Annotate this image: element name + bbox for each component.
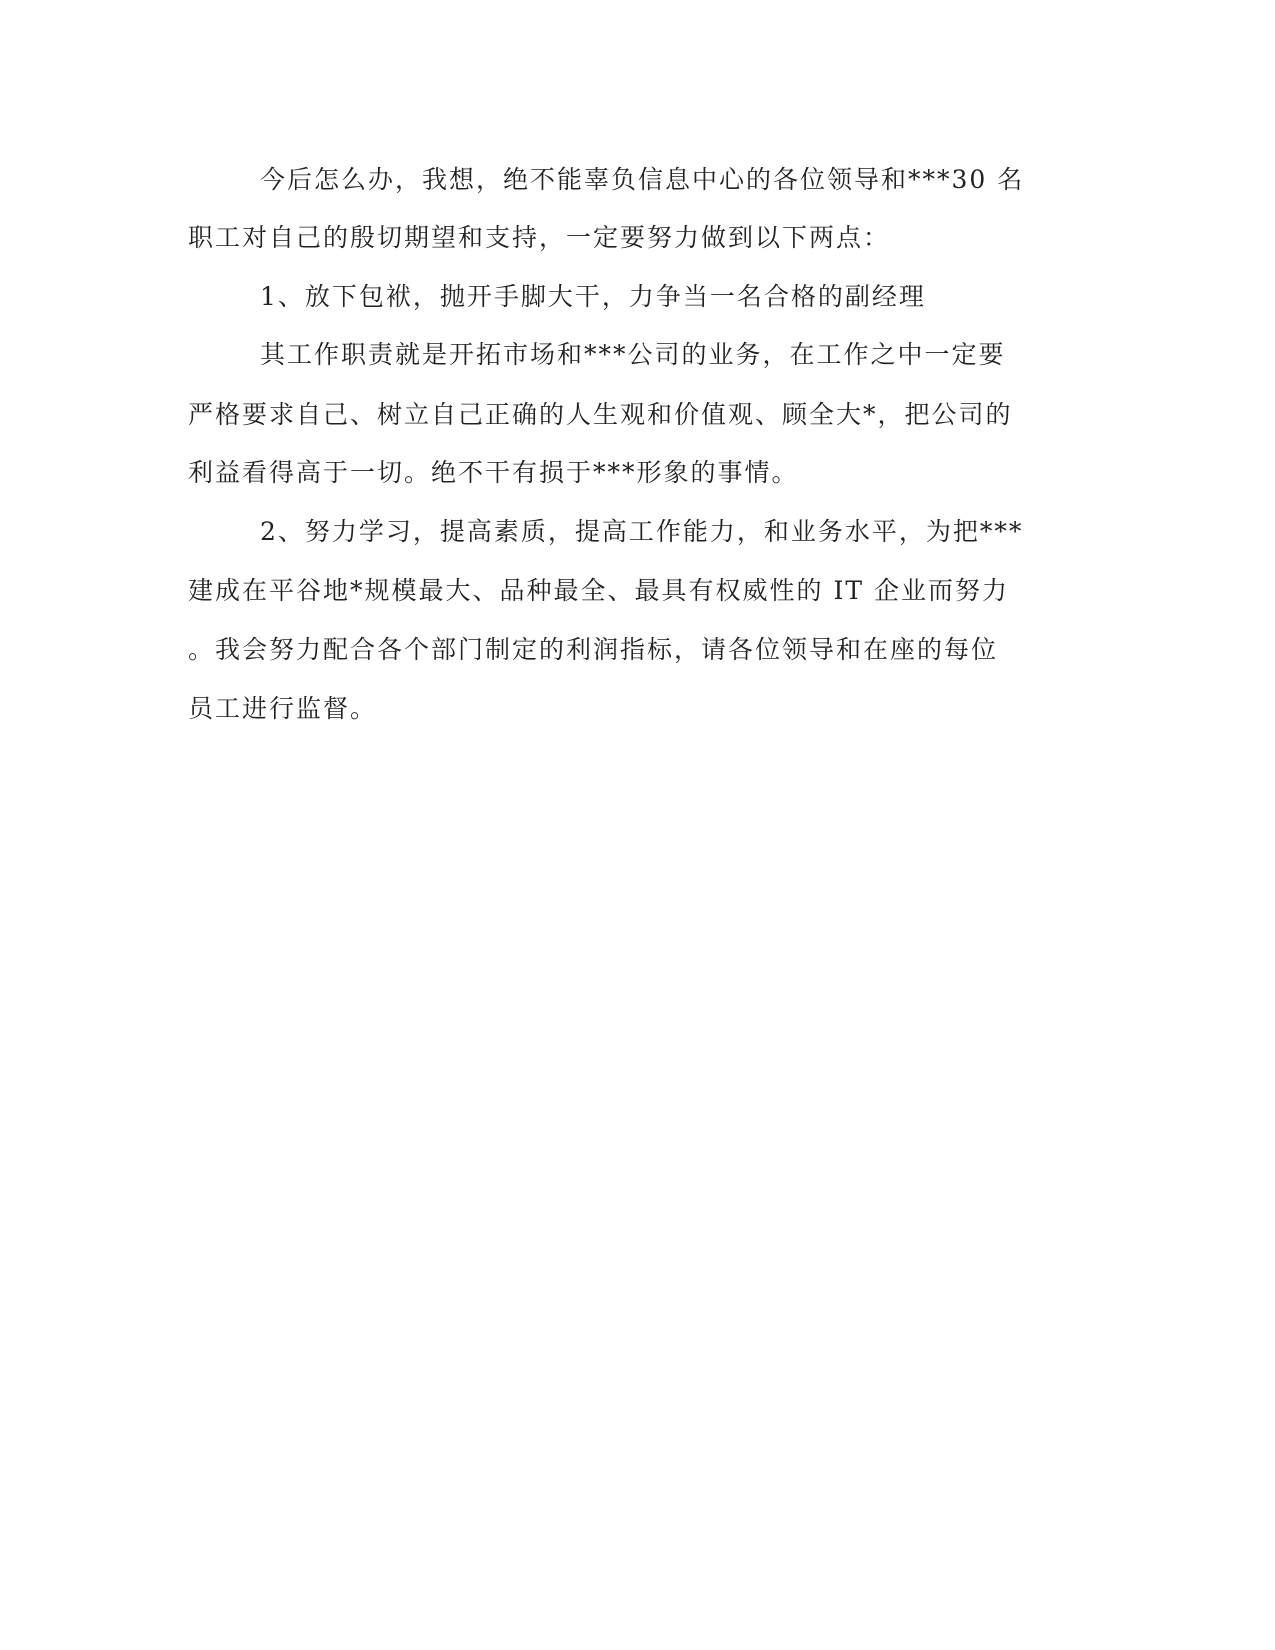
paragraph-line: 。我会努力配合各个部门制定的利润指标，请各位领导和在座的每位 (188, 635, 999, 664)
paragraph-line: 严格要求自己、树立自己正确的人生观和价值观、顾全大*，把公司的 (188, 400, 1013, 429)
paragraph-line: 其工作职责就是开拓市场和***公司的业务，在工作之中一定要 (260, 340, 1006, 369)
paragraph-line: 员工进行监督。 (188, 694, 378, 723)
list-item-heading: 1、放下包袱，抛开手脚大干，力争当一名合格的副经理 (260, 282, 926, 311)
paragraph-line: 今后怎么办，我想，绝不能辜负信息中心的各位领导和***30 名 (260, 165, 1025, 194)
paragraph-line: 2、努力学习，提高素质，提高工作能力，和业务水平，为把*** (260, 517, 1024, 546)
paragraph-line: 利益看得高于一切。绝不干有损于***形象的事情。 (188, 458, 799, 487)
paragraph-line: 建成在平谷地*规模最大、品种最全、最具有权威性的 IT 企业而努力 (188, 576, 1009, 605)
paragraph-line: 职工对自己的殷切期望和支持，一定要努力做到以下两点： (188, 223, 891, 252)
